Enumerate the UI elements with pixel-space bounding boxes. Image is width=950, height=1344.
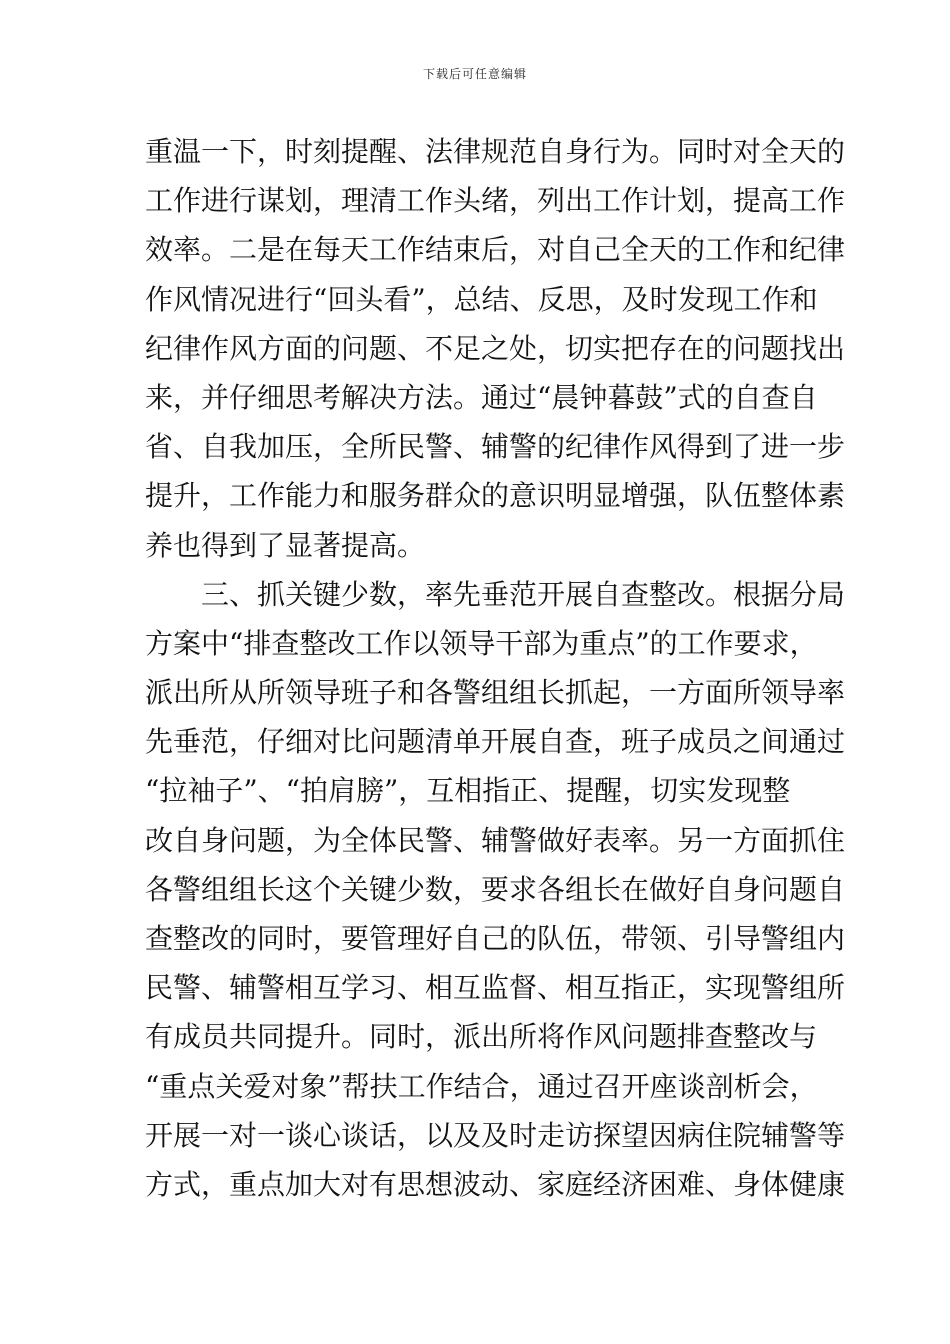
text-line: 开展一对一谈心谈话，以及及时走访探望因病住院辅警等: [145, 1118, 846, 1152]
text-line: 方式，重点加大对有思想波动、家庭经济困难、身体健康: [145, 1167, 846, 1201]
text-line: 来，并仔细思考解决方法。通过“晨钟暮鼓”式的自查自: [145, 380, 818, 414]
text-line: 省、自我加压，全所民警、辅警的纪律作风得到了进一步: [145, 430, 846, 464]
text-line: 方案中“排查整改工作以领导干部为重点”的工作要求，: [145, 626, 818, 660]
document-body: [145, 127, 846, 1209]
text-line: 有成员共同提升。同时，派出所将作风问题排查整改与: [145, 1020, 818, 1054]
text-line: 派出所从所领导班子和各警组组长抓起，一方面所领导率: [145, 676, 846, 710]
header-note: 下载后可任意编辑: [422, 67, 527, 81]
text-line: “重点关爱对象”帮扶工作结合，通过召开座谈剖析会，: [145, 1069, 818, 1103]
text-line: 提升，工作能力和服务群众的意识明显增强，队伍整体素: [145, 479, 846, 513]
text-line: 改自身问题，为全体民警、辅警做好表率。另一方面抓住: [145, 823, 846, 857]
text-line: 先垂范，仔细对比问题清单开展自查，班子成员之间通过: [145, 725, 846, 759]
text-line: 效率。二是在每天工作结束后，对自己全天的工作和纪律: [145, 233, 846, 267]
text-line: “拉袖子”、“拍肩膀”，互相指正、提醒，切实发现整: [145, 774, 791, 808]
text-line: 工作进行谋划，理清工作头绪，列出工作计划，提高工作: [145, 184, 846, 218]
text-line: 各警组组长这个关键少数，要求各组长在做好自身问题自: [145, 872, 846, 906]
text-line: 民警、辅警相互学习、相互监督、相互指正，实现警组所: [145, 971, 846, 1005]
text-line: 重温一下，时刻提醒、法律规范自身行为。同时对全天的: [145, 135, 846, 168]
text-line: 作风情况进行“回头看”，总结、反思，及时发现工作和: [145, 282, 818, 316]
text-line: 养也得到了显著提高。: [145, 528, 426, 562]
text-line: 查整改的同时，要管理好自己的队伍，带领、引导警组内: [145, 922, 846, 955]
text-line: 纪律作风方面的问题、不足之处，切实把存在的问题找出: [145, 331, 846, 365]
paragraph-start-line: 三、抓关键少数，率先垂范开展自查整改。根据分局: [201, 577, 846, 611]
